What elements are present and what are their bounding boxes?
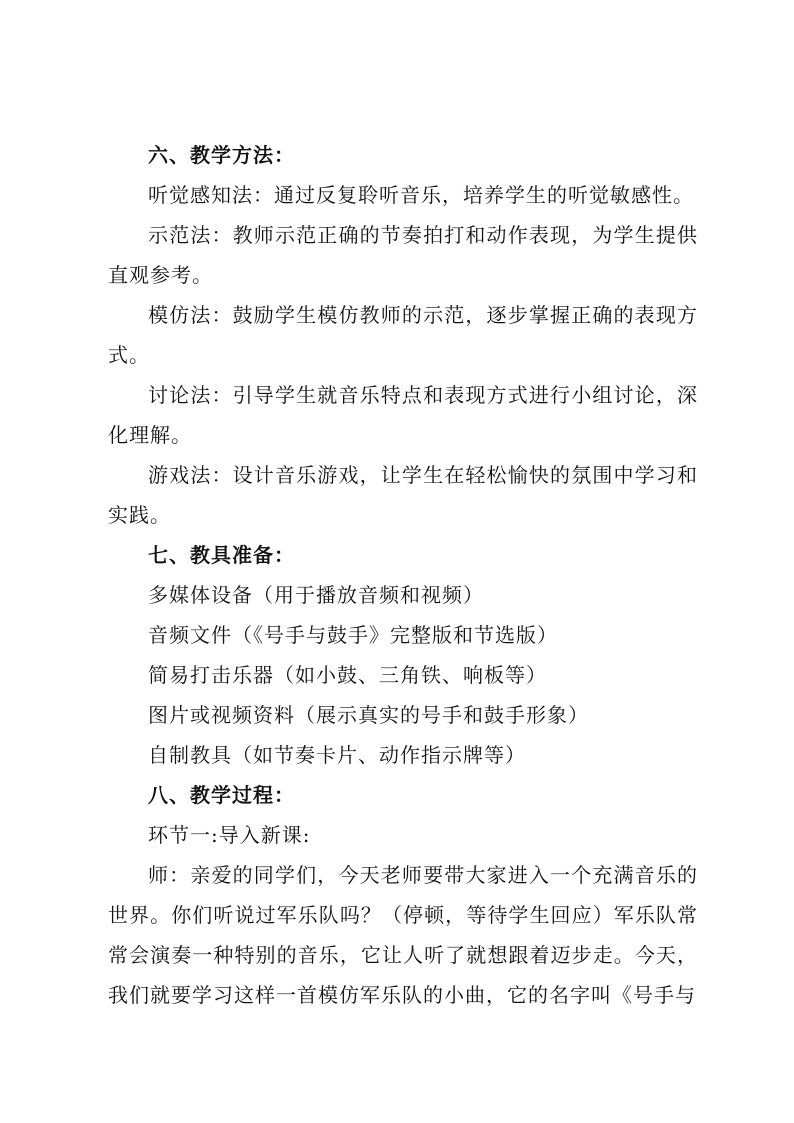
list-item-images-videos: 图片或视频资料（展示真实的号手和鼓手形象） bbox=[148, 703, 589, 727]
list-item-multimedia: 多媒体设备（用于播放音频和视频） bbox=[148, 583, 484, 607]
paragraph-imitation-method: 模仿法：鼓励学生模仿教师的示范，逐步掌握正确的表现方式。 bbox=[108, 303, 698, 367]
paragraph-demonstration-method: 示范法：教师示范正确的节奏拍打和动作表现，为学生提供直观参考。 bbox=[108, 223, 698, 287]
document-body bbox=[108, 135, 698, 1015]
paragraph-game-method: 游戏法：设计音乐游戏，让学生在轻松愉快的氛围中学习和实践。 bbox=[108, 463, 698, 527]
list-item-audio-files: 音频文件（《号手与鼓手》完整版和节选版） bbox=[148, 623, 558, 647]
paragraph-listening-method: 听觉感知法：通过反复聆听音乐，培养学生的听觉敏感性。 bbox=[148, 183, 694, 207]
paragraph-teacher-intro: 师：亲爱的同学们，今天老师要带大家进入一个充满音乐的世界。你们听说过军乐队吗？（停顿，等待学生回应）军乐队常常会演奏一种特别的音乐，它让人听了就想跟着迈步走。今天，我们就要学习这样一首模仿军乐队的小曲，它的名字叫《号手与 bbox=[108, 863, 698, 1007]
section-heading-teaching-process: 八、教学过程： bbox=[148, 783, 295, 807]
section-heading-teaching-methods: 六、教学方法： bbox=[148, 143, 295, 167]
section-heading-teaching-aids: 七、教具准备： bbox=[148, 543, 295, 567]
list-item-homemade-aids: 自制教具（如节奏卡片、动作指示牌等） bbox=[148, 743, 526, 767]
list-item-percussion: 简易打击乐器（如小鼓、三角铁、响板等） bbox=[148, 663, 547, 687]
paragraph-discussion-method: 讨论法：引导学生就音乐特点和表现方式进行小组讨论，深化理解。 bbox=[108, 383, 698, 447]
paragraph-step-one-title: 环节一:导入新课: bbox=[148, 823, 311, 847]
